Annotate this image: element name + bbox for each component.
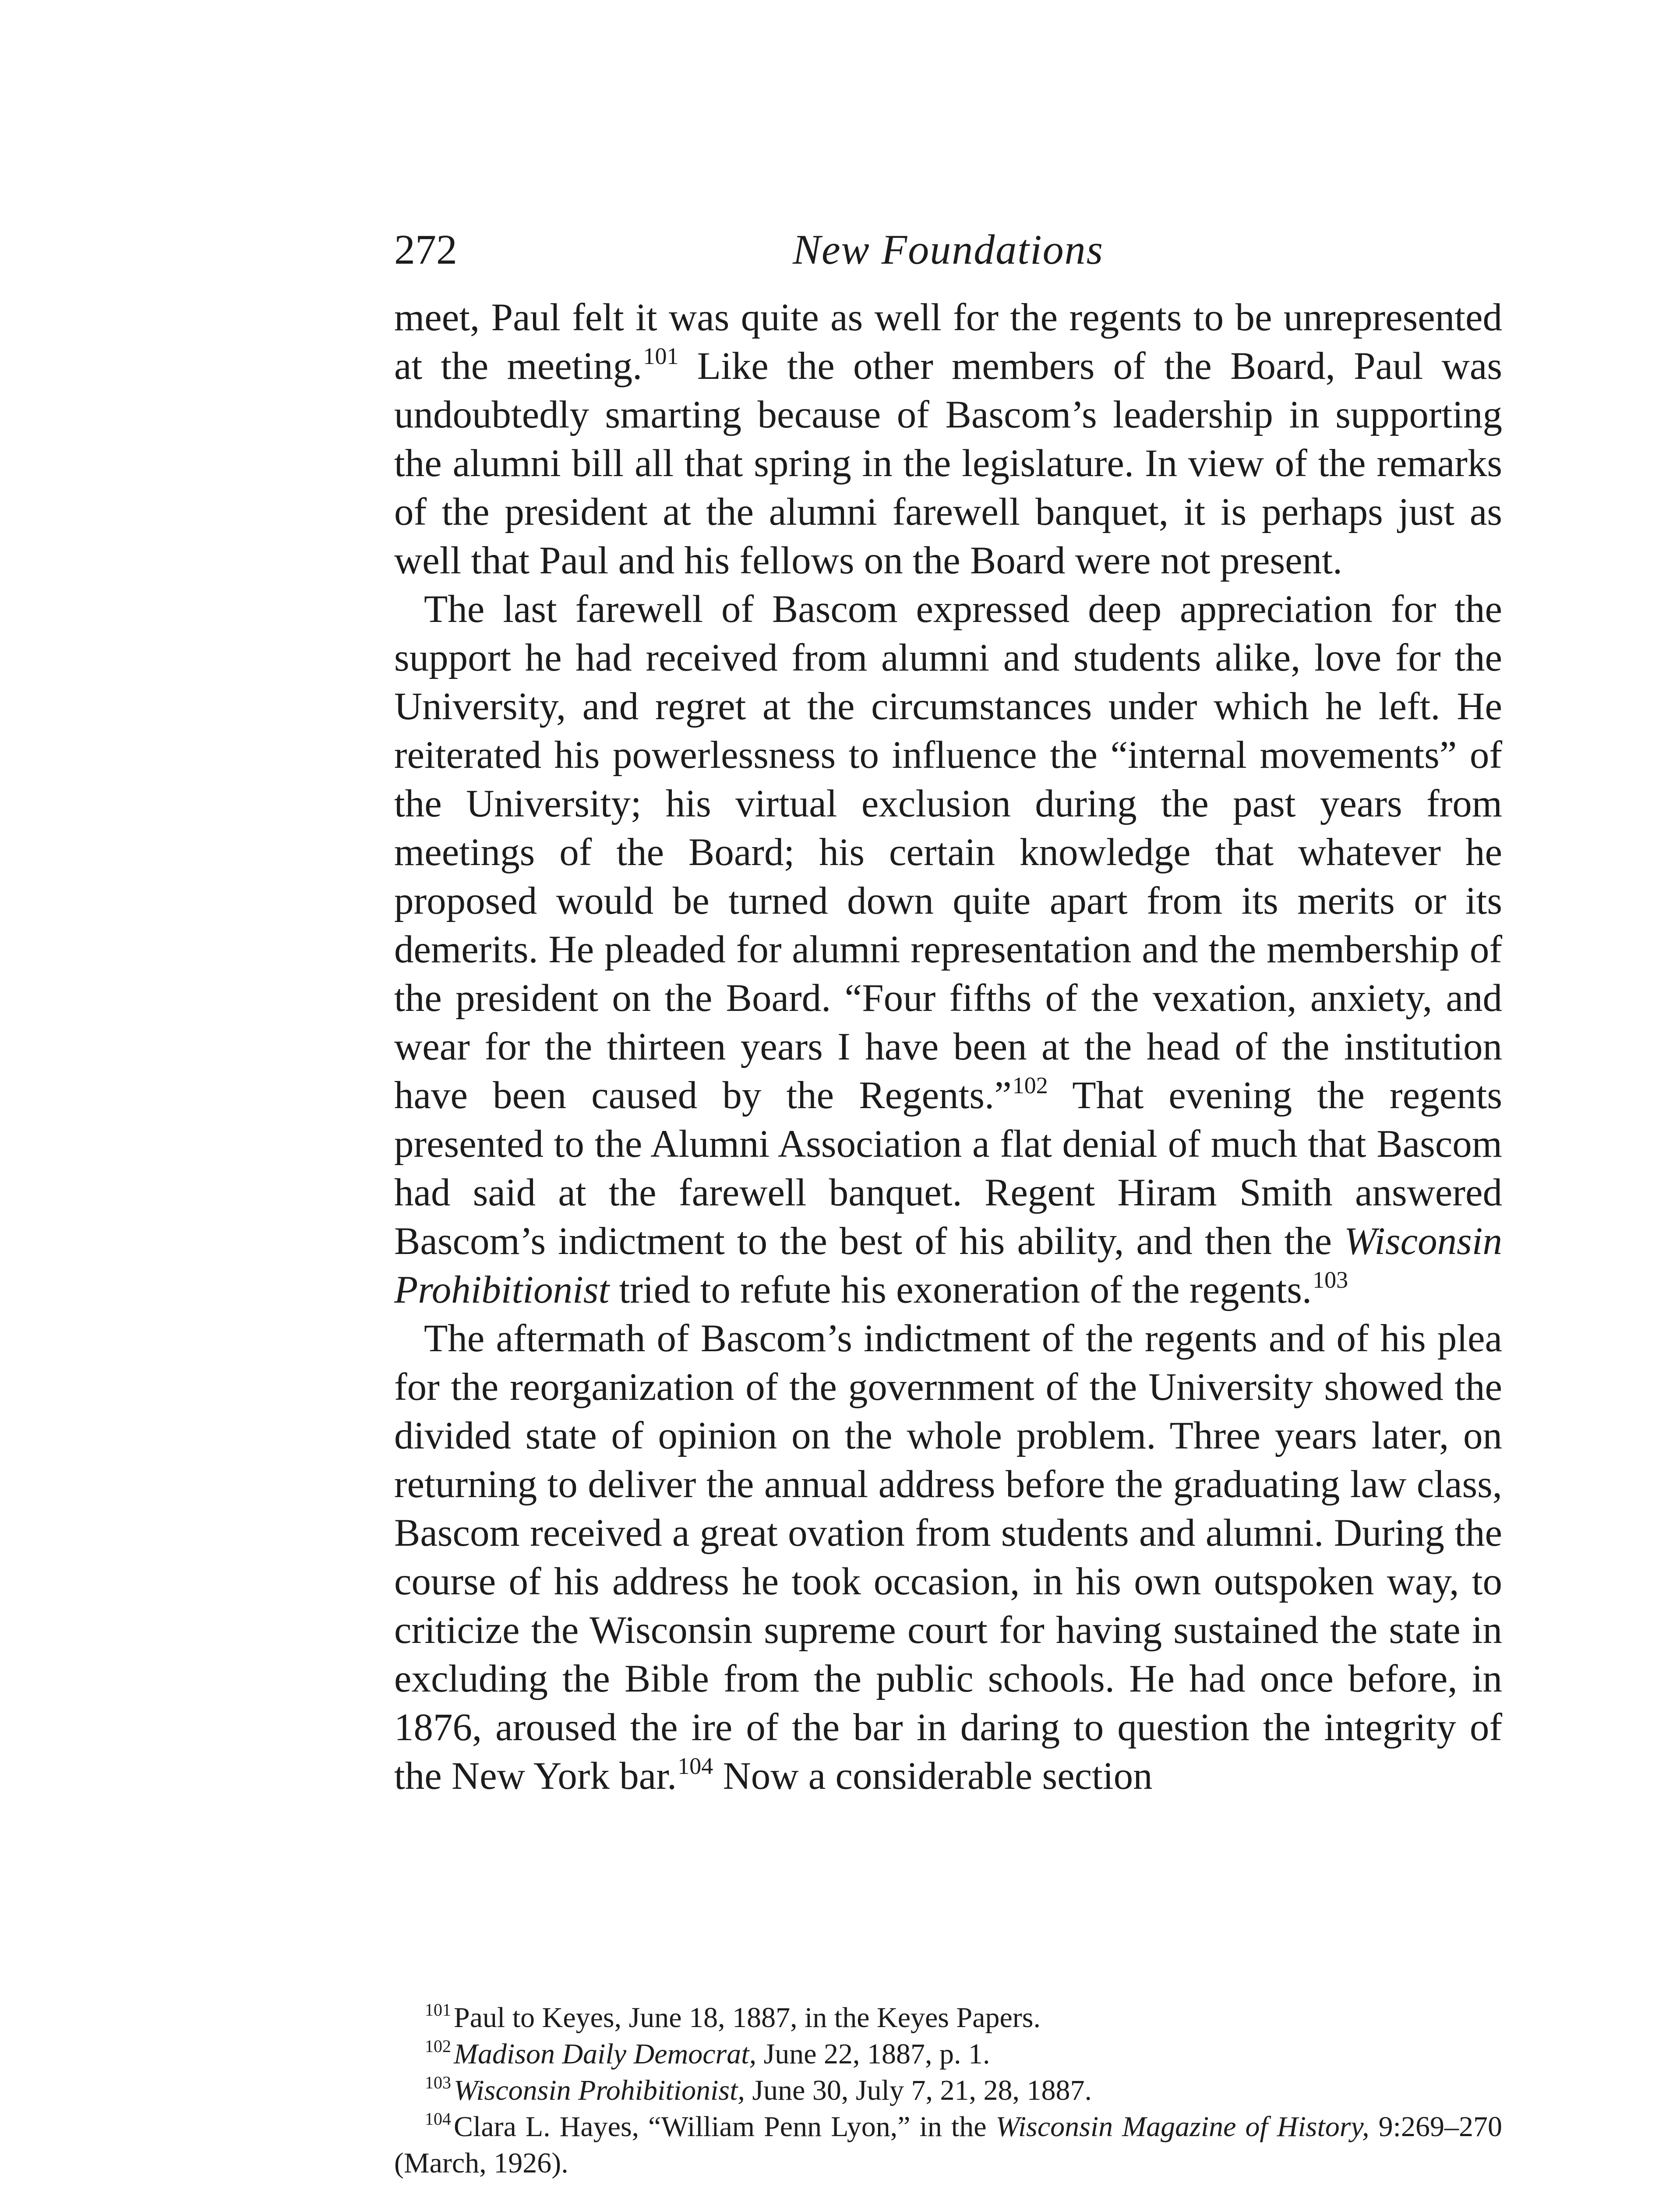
body-text: [394, 293, 1502, 1801]
footnote-italic: Wisconsin Prohibitionist,: [454, 2074, 745, 2106]
footnote-101: [394, 1999, 1502, 2036]
paragraph-2-italic-title: Wisconsin Prohibitionist: [394, 1220, 1502, 1311]
running-title: New Foundations: [792, 226, 1104, 273]
paragraph-3-text-b: Now a considerable section: [713, 1755, 1153, 1798]
footnote-ref-104: 104: [678, 1753, 713, 1779]
footnote-italic: Madison Daily Democrat,: [454, 2038, 757, 2070]
paragraph-2: [394, 585, 1502, 1314]
footnote-text: June 22, 1887, p. 1.: [756, 2038, 990, 2070]
paragraph-2-text-d: tried to refute his exoneration of the regents.: [609, 1268, 1312, 1311]
page-header: [394, 221, 1502, 278]
paragraph-2-text-a: The last farewell of Bascom expressed deep appreciation for the support he had received from alumni and students alike, love for the University, and regret at the circumstances under which he left. He reiterated his powerlessness to influence the “internal movements” of the University; his virtual exclusion during the past years from meetings of the Board; his certain knowledge that whatever he proposed would be turned down quite apart from its merits or its demerits. He pleaded for alumni representation and the membership of the president on the Board. “Four fifths of the vexation, anxiety, and wear for the thirteen years I have been at the head of the institution have been caused by the Regents.”: [394, 588, 1502, 1117]
footnote-text: Paul to Keyes, June 18, 1887, in the Keyes Papers.: [454, 2002, 1041, 2034]
footnote-102: [394, 2036, 1502, 2072]
footnote-italic: Wisconsin Magazine of History,: [995, 2111, 1369, 2143]
footnote-ref-101: 101: [643, 343, 679, 369]
footnote-text: 9:269–270 (March, 1926).: [394, 2111, 1502, 2179]
paragraph-2-text-b: That evening the regents presented to the Alumni Association a flat denial of much that Bascom had said at the farewell banquet. Regent Hiram Smith answered Bascom’s indictment to the best of his ability, and then the: [394, 1074, 1503, 1263]
paragraph-3-text-a: The aftermath of Bascom’s indictment of the regents and of his plea for the reorganization of the government of the University showed the divided state of opinion on the whole problem. Three years later, on returning to deliver the annual address before the graduating law class, Bascom received a great ovation from students and alumni. During the course of his address he took occasion, in his own outspoken way, to criticize the Wisconsin supreme court for having sustained the state in excluding the Bible from the public schools. He had once before, in 1876, aroused the ire of the bar in daring to question the integrity of the New York bar.: [394, 1317, 1502, 1798]
footnotes: [394, 1999, 1502, 2181]
paragraph-1-text-b: Like the other members of the Board, Paul was undoubtedly smarting because of Bascom’s leadership in supporting the alumni bill all that spring in the legislature. In view of the remarks of the president at the alumni farewell banquet, it is perhaps just as well that Paul and his fellows on the Board were not present.: [394, 345, 1502, 582]
footnote-ref-103: 103: [1313, 1267, 1348, 1293]
footnote-text: June 30, July 7, 21, 28, 1887.: [745, 2074, 1092, 2106]
footnote-ref-102: 102: [1012, 1072, 1048, 1099]
footnote-number: 102: [425, 2036, 451, 2056]
paragraph-1-text-a: meet, Paul felt it was quite as well for the regents to be unrepresented at the meeting.: [394, 296, 1502, 388]
footnote-104: [394, 2109, 1502, 2181]
footnote-pre: Clara L. Hayes, “William Penn Lyon,” in the: [454, 2111, 996, 2143]
footnote-number: 103: [425, 2073, 451, 2092]
paragraph-1: [394, 293, 1502, 585]
footnote-number: 104: [425, 2109, 451, 2129]
paragraph-3: [394, 1314, 1502, 1801]
footnote-103: [394, 2072, 1502, 2109]
footnote-number: 101: [425, 2000, 451, 2020]
page-number: 272: [394, 226, 457, 273]
